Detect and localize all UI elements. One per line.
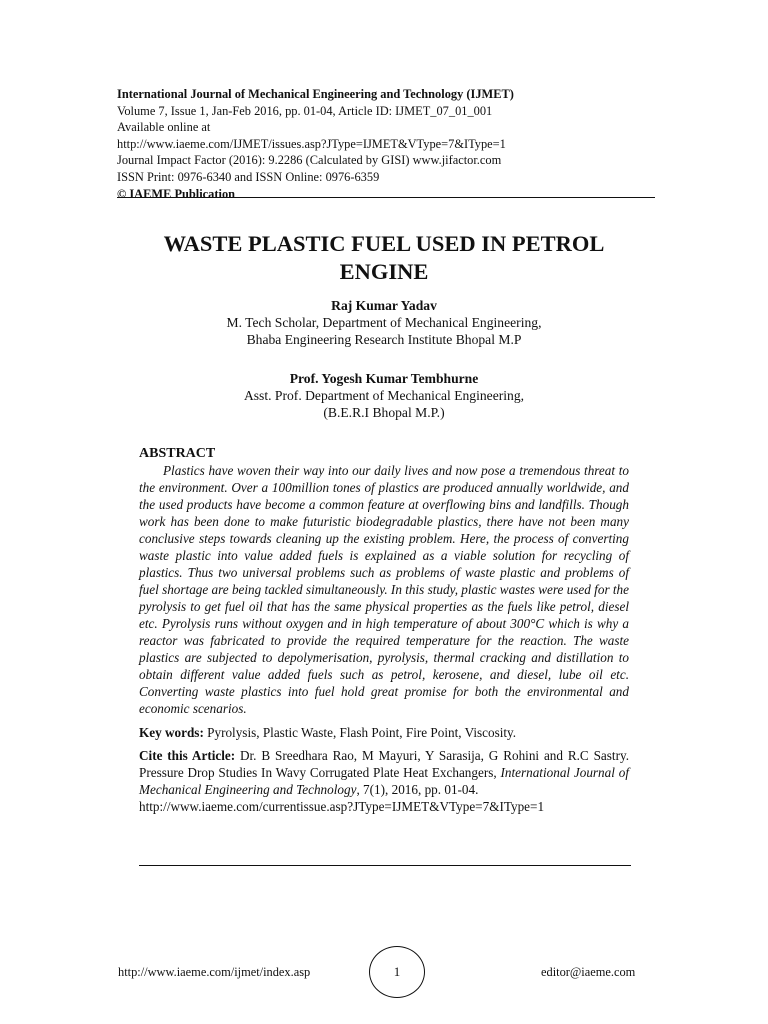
cite-url[interactable]: http://www.iaeme.com/currentissue.asp?JType=IJMET&VType=7&IType=1	[139, 799, 545, 814]
author-affiliation: Bhaba Engineering Research Institute Bhopal M.P	[246, 332, 522, 347]
keywords	[139, 724, 629, 741]
keywords-text: Pyrolysis, Plastic Waste, Flash Point, Fire Point, Viscosity.	[207, 725, 517, 740]
title-line-1: WASTE PLASTIC FUEL USED IN PETROL	[163, 231, 605, 256]
volume-line: Volume 7, Issue 1, Jan-Feb 2016, pp. 01-04, Article ID: IJMET_07_01_001	[117, 103, 493, 118]
footer-email[interactable]: editor@iaeme.com	[541, 965, 636, 979]
keywords-label: Key words:	[139, 725, 204, 740]
title-line-2: ENGINE	[339, 259, 429, 284]
author-affiliation: M. Tech Scholar, Department of Mechanical Engineering,	[226, 315, 542, 330]
abstract-text: Plastics have woven their way into our daily lives and now pose a tremendous threat to the environment. Over a 100million tones of plastics are produced annually worldwide, and the used products have become a common feature at overflowing bins and landfills. Though work has been done to make futuristic biodegradable plastics, there have not been many conclusive steps towards cleaning up the existing problem. Here, the process of converting waste plastic into value added fuels is explained as a viable solution for recycling of plastics. Thus two universal problems such as problems of waste plastic and problems of fuel shortage are being tackled simultaneously. In this study, plastic wastes were used for the pyrolysis to get fuel oil that has the same physical properties as the fuels like petrol, diesel etc. Pyrolysis runs without oxygen and in high temperature of about 300°C which is why a reactor was fabricated to provide the required temperature for the reaction. The waste plastics are subjected to depolymerisation, pyrolysis, thermal cracking and distillation to obtain different value added fuels such as petrol, kerosene, and diesel, lube oil etc. Converting waste plastics into fuel hold great promise for both the environmental and economic scenarios.	[139, 463, 629, 716]
issn-line: ISSN Print: 0976-6340 and ISSN Online: 0976-6359	[117, 169, 380, 184]
author-affiliation: Asst. Prof. Department of Mechanical Engineering,	[243, 388, 525, 403]
cite-volume: , 7(1), 2016, pp. 01-04.	[356, 782, 479, 797]
cite-journal: International Journal of Mechanical Engineering and Technology	[139, 765, 629, 797]
footer-url[interactable]: http://www.iaeme.com/ijmet/index.asp	[118, 965, 311, 979]
page-number-circle	[369, 946, 425, 998]
available-online: Available online at	[117, 120, 211, 135]
cite-text: Dr. B Sreedhara Rao, M Mayuri, Y Sarasija, G Rohini and R.C Sastry. Pressure Drop Studies In Wavy Corrugated Plate Heat Exchangers,	[139, 748, 629, 780]
paper-title	[100, 230, 668, 286]
header-divider	[117, 197, 655, 198]
author-name: Raj Kumar Yadav	[331, 298, 437, 313]
author-affiliation: (B.E.R.I Bhopal M.P.)	[323, 405, 445, 420]
impact-factor: Journal Impact Factor (2016): 9.2286 (Calculated by GISI) www.jifactor.com	[117, 153, 502, 168]
author-name: Prof. Yogesh Kumar Tembhurne	[289, 371, 479, 386]
abstract-heading: ABSTRACT	[139, 446, 216, 461]
issue-url[interactable]: http://www.iaeme.com/IJMET/issues.asp?JType=IJMET&VType=7&IType=1	[117, 136, 506, 151]
abstract-divider	[139, 865, 631, 866]
citation	[139, 747, 629, 815]
page-number: 1	[393, 964, 401, 979]
journal-header	[117, 86, 657, 202]
journal-name: International Journal of Mechanical Engineering and Technology (IJMET)	[117, 87, 514, 101]
author-block-2	[100, 370, 668, 421]
abstract-section	[139, 445, 629, 815]
publisher-line: © IAEME Publication	[117, 186, 236, 201]
author-block-1	[100, 297, 668, 348]
cite-label: Cite this Article:	[139, 748, 236, 763]
